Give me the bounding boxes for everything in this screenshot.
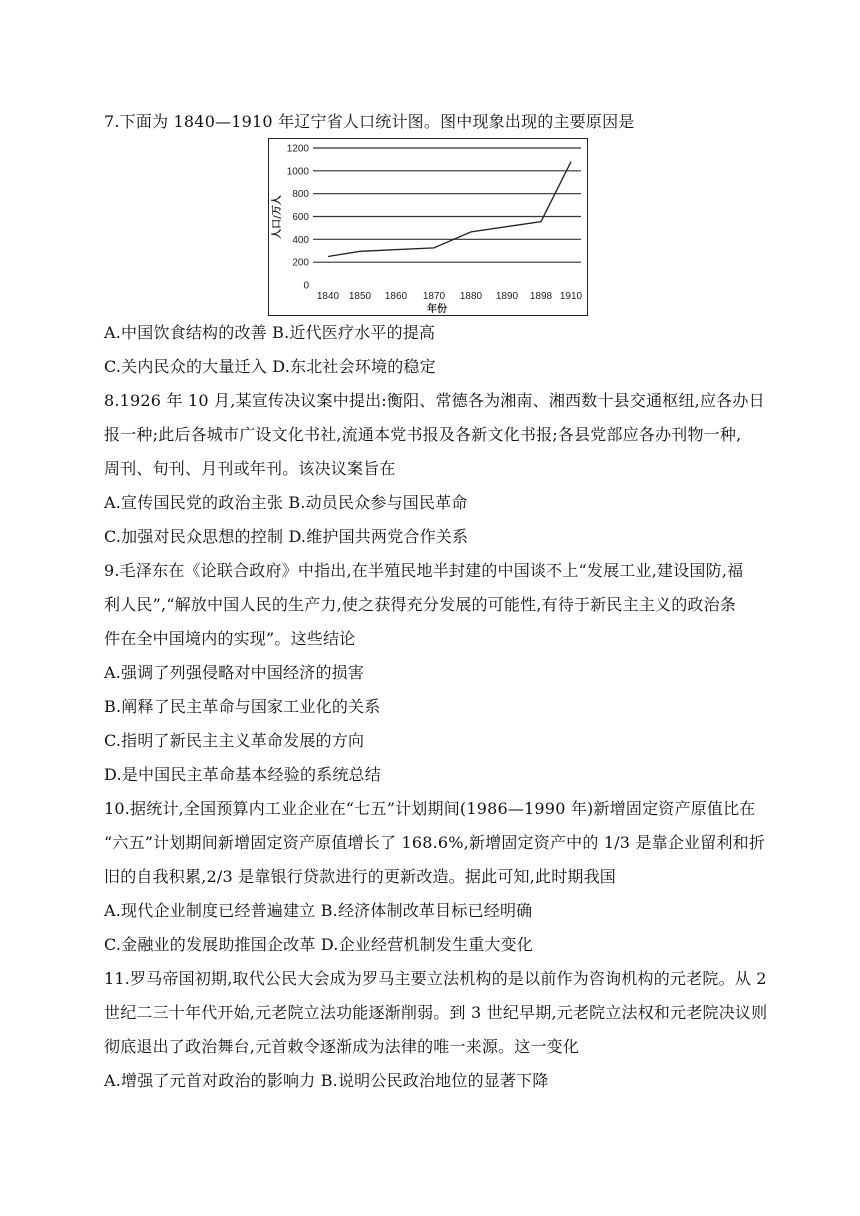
population-chart — [268, 138, 588, 316]
question-10-stem-line-1: 10.据统计,全国预算内工业企业在“七五”计划期间(1986—1990 年)新增固定资产原值比在 — [104, 799, 756, 818]
x-tick-label: 1860 — [384, 291, 408, 302]
question-10-options-cd: C.金融业的发展助推国企改革 D.企业经营机制发生重大变化 — [104, 935, 533, 954]
question-10-stem-line-2: “六五”计划期间新增固定资产原值增长了 168.6%,新增固定资产中的 1/3 是靠企业留利和折 — [104, 833, 766, 852]
x-tick-label: 1850 — [348, 291, 372, 302]
question-10-stem-line-3: 旧的自我积累,2/3 是靠银行贷款进行的更新改造。据此可知,此时期我国 — [104, 867, 617, 886]
question-10-options-ab: A.现代企业制度已经普遍建立 B.经济体制改革目标已经明确 — [104, 901, 533, 920]
y-tick-label: 800 — [292, 189, 309, 201]
question-7-options-cd: C.关内民众的大量迁入 D.东北社会环境的稳定 — [104, 357, 436, 376]
population-line-chart — [269, 139, 587, 315]
x-tick-label: 1880 — [459, 291, 483, 302]
question-9-option-b: B.阐释了民主革命与国家工业化的关系 — [104, 697, 381, 716]
y-tick-label: 0 — [303, 280, 309, 292]
x-tick-label: 1910 — [559, 291, 583, 302]
question-11-stem-line-3: 彻底退出了政治舞台,元首敕令逐渐成为法律的唯一来源。这一变化 — [104, 1037, 580, 1056]
y-tick-label: 600 — [292, 212, 309, 223]
question-7-stem: 7.下面为 1840—1910 年辽宁省人口统计图。图中现象出现的主要原因是 — [104, 112, 635, 131]
question-8-options-cd: C.加强对民众思想的控制 D.维护国共两党合作关系 — [104, 527, 469, 546]
question-9-option-d: D.是中国民主革命基本经验的系统总结 — [104, 765, 381, 784]
question-11-options-ab: A.增强了元首对政治的影响力 B.说明公民政治地位的显著下降 — [104, 1071, 549, 1090]
question-9-option-a: A.强调了列强侵略对中国经济的损害 — [104, 663, 365, 682]
y-tick-label: 1000 — [286, 166, 309, 178]
question-11-stem-line-2: 世纪二三十年代开始,元老院立法功能逐渐削弱。到 3 世纪早期,元老院立法权和元老院决议则 — [104, 1003, 768, 1022]
question-11-stem-line-1: 11.罗马帝国初期,取代公民大会成为罗马主要立法机构的是以前作为咨询机构的元老院。从 2 — [104, 969, 767, 988]
series-line — [328, 162, 571, 257]
question-9-option-c: C.指明了新民主主义革命发展的方向 — [104, 731, 365, 750]
question-9-stem-line-3: 件在全中国境内的实现”。这些结论 — [104, 629, 356, 648]
question-7-options-ab: A.中国饮食结构的改善 B.近代医疗水平的提高 — [104, 323, 436, 342]
x-axis-title: 年份 — [427, 304, 447, 315]
question-9-stem-line-1: 9.毛泽东在《论联合政府》中指出,在半殖民地半封建的中国谈不上“发展工业,建设国防,福 — [104, 561, 744, 580]
question-8-options-ab: A.宣传国民党的政治主张 B.动员民众参与国民革命 — [104, 493, 468, 512]
y-axis-title: 人口/万人 — [272, 195, 283, 239]
question-9-stem-line-2: 利人民”,“解放中国人民的生产力,使之获得充分发展的可能性,有待于新民主主义的政治条 — [104, 595, 737, 614]
x-tick-label: 1890 — [495, 291, 519, 302]
question-8-stem-line-2: 报一种;此后各城市广设文化书社,流通本党书报及各新文化书报;各县党部应各办刊物一种, — [104, 425, 742, 444]
y-tick-label: 400 — [292, 234, 309, 246]
x-tick-label: 1870 — [422, 291, 446, 302]
y-tick-label: 200 — [292, 257, 309, 269]
y-tick-label: 1200 — [286, 143, 309, 155]
x-tick-label: 1840 — [316, 291, 340, 302]
question-8-stem-line-1: 8.1926 年 10 月,某宣传决议案中提出:衡阳、常德各为湘南、湘西数十县交通枢纽,应各办日 — [104, 391, 765, 410]
question-8-stem-line-3: 周刊、旬刊、月刊或年刊。该决议案旨在 — [104, 459, 396, 478]
x-tick-label: 1898 — [529, 291, 553, 302]
